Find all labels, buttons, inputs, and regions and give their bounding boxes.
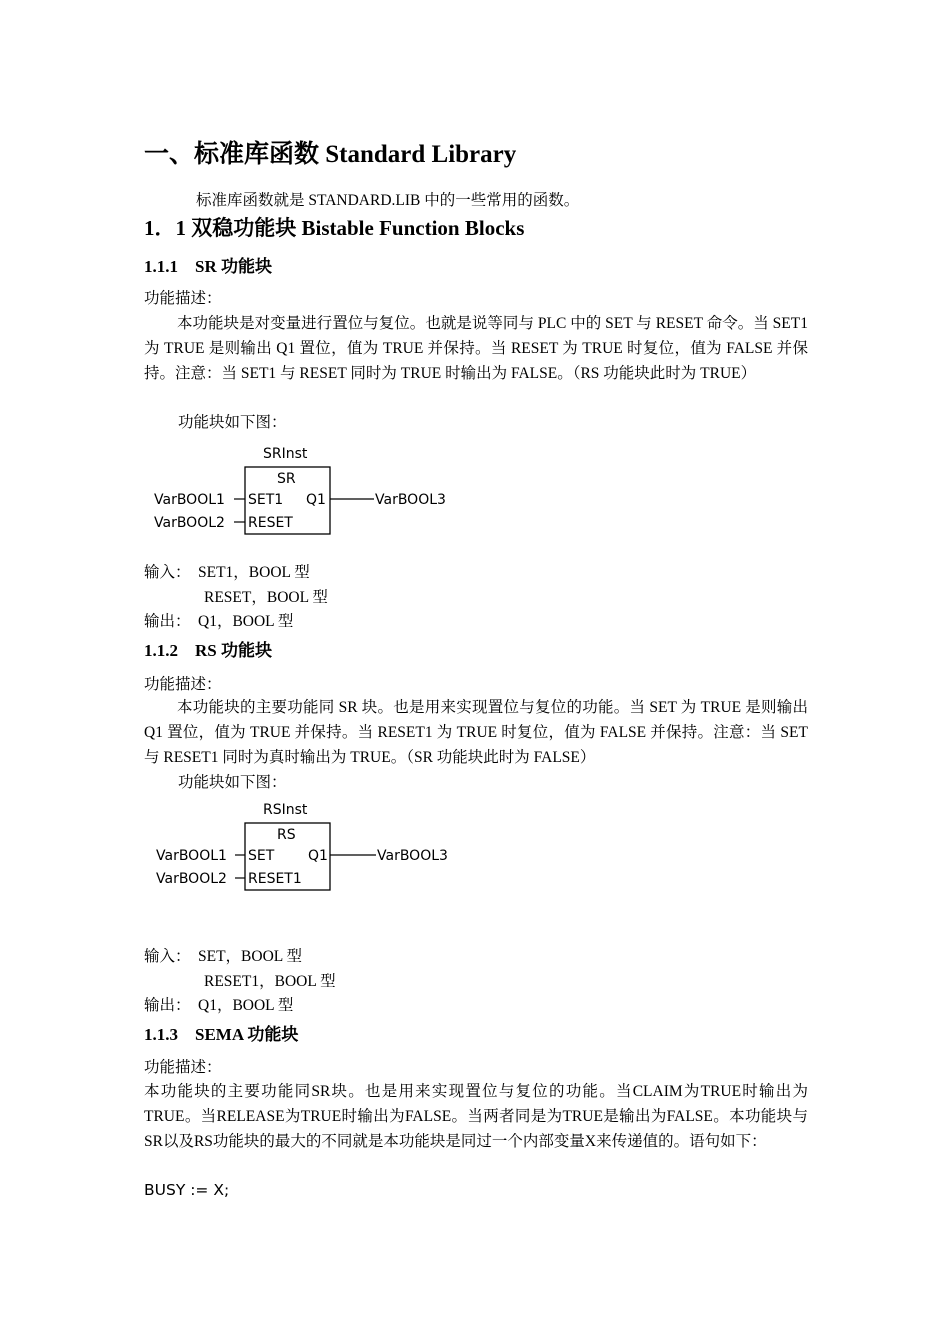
rs-block-type: RS (277, 827, 296, 843)
sr-input2: RESET，BOOL 型 (204, 589, 328, 606)
sr-description: 本功能块是对变量进行置位与复位。也就是说等同与 PLC 中的 SET 与 RESET 命令。当 SET1 为 TRUE 是则输出 Q1 置位，值为 TRUE 并保持。当 RESET 为 TRUE 时复位，值为 FALSE 并保持。注意：当 SET1 与 RESET 同时为 TRUE 时输出为 FALSE。（RS 功能块此时为 TRUE） (144, 315, 808, 382)
rs-desc-label: 功能描述： (144, 676, 222, 693)
sr-instance-name: SRInst (263, 446, 308, 462)
sema-description: 本功能块的主要功能同SR块。也是用来实现置位与复位的功能。当CLAIM为TRUE时输出为TRUE。当RELEASE为TRUE时输出为FALSE。当两者同是为TRUE是输出为FALSE。本功能块与SR以及RS功能块的最大的不同就是本功能块是同过一个内部变量X来传递值的。语句如下： (144, 1083, 808, 1150)
rs-output-pin: Q1 (308, 848, 328, 864)
rs-input2: RESET1，BOOL 型 (204, 973, 336, 990)
rs-input1: SET，BOOL 型 (198, 948, 303, 965)
intro-text: 标准库函数就是 STANDARD.LIB 中的一些常用的函数。 (196, 192, 580, 209)
sr-output-var: VarBOOL3 (375, 492, 446, 508)
rs-input1-pin: SET (248, 848, 275, 864)
sr-heading: 1.1.1 SR 功能块 (144, 257, 272, 276)
rs-function-block-diagram (150, 796, 470, 896)
sema-desc-label: 功能描述： (144, 1059, 222, 1076)
rs-input1-var: VarBOOL1 (156, 848, 227, 864)
sr-input-label: 输入： (144, 564, 191, 581)
section-heading: 1．1 双稳功能块 Bistable Function Blocks (144, 216, 525, 240)
rs-instance-name: RSInst (263, 802, 308, 818)
rs-input2-var: VarBOOL2 (156, 871, 227, 887)
sr-desc-label: 功能描述： (144, 290, 222, 307)
sr-figure-caption: 功能块如下图： (178, 414, 287, 431)
sr-input2-pin: RESET (248, 515, 293, 531)
rs-figure-caption: 功能块如下图： (178, 774, 287, 791)
rs-heading: 1.1.2 RS 功能块 (144, 641, 272, 660)
rs-input-label: 输入： (144, 948, 191, 965)
sr-input1-pin: SET1 (248, 492, 284, 508)
sr-output-pin: Q1 (306, 492, 326, 508)
rs-description: 本功能块的主要功能同 SR 块。也是用来实现置位与复位的功能。当 SET 为 TRUE 是则输出 Q1 置位，值为 TRUE 并保持。当 RESET1 为 TRUE 时复位，值为 FALSE 并保持。注意：当 SET 与 RESET1 同时为真时输出为 TRUE。（SR 功能块此时为 FALSE） (144, 699, 808, 766)
rs-output-var: VarBOOL3 (377, 848, 448, 864)
sr-input1: SET1，BOOL 型 (198, 564, 310, 581)
rs-input2-pin: RESET1 (248, 871, 302, 887)
rs-output-label: 输出： (144, 997, 191, 1014)
sr-block-type: SR (277, 471, 296, 487)
sr-input1-var: VarBOOL1 (154, 492, 225, 508)
sr-output1: Q1，BOOL 型 (198, 613, 294, 630)
sema-code-line: BUSY := X; (144, 1181, 230, 1199)
sr-output-label: 输出： (144, 613, 191, 630)
sr-input2-var: VarBOOL2 (154, 515, 225, 531)
page-title: 一、标准库函数 Standard Library (144, 141, 517, 168)
rs-output1: Q1，BOOL 型 (198, 997, 294, 1014)
sr-function-block-diagram (150, 440, 470, 540)
sema-heading: 1.1.3 SEMA 功能块 (144, 1025, 299, 1044)
